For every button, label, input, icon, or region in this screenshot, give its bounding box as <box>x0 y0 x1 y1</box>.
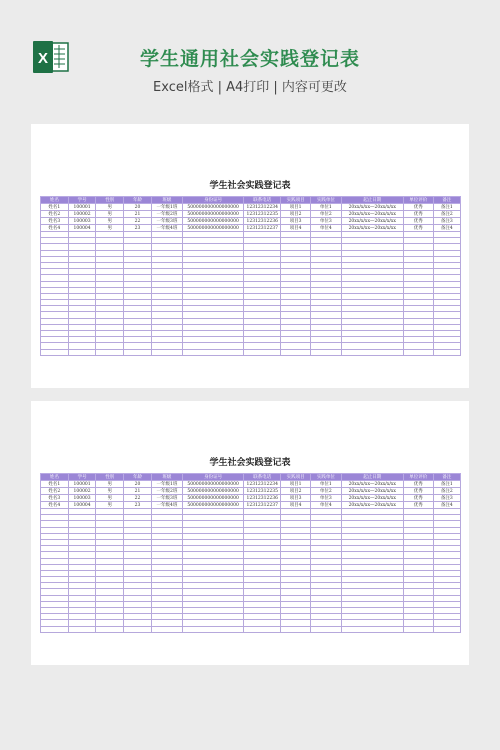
column-header: 联系电话 <box>244 197 281 204</box>
table-cell: 项目4 <box>281 225 311 232</box>
table-cell: 项目2 <box>281 488 311 495</box>
table-cell: 优秀 <box>403 211 433 218</box>
sheet-title: 学生社会实践登记表 <box>209 181 291 191</box>
table-cell: 单位1 <box>311 204 342 211</box>
register-table <box>40 473 461 633</box>
empty-cell <box>182 349 243 355</box>
table-cell: 单位3 <box>311 495 342 502</box>
column-header: 实践单位 <box>311 474 342 481</box>
sheet-title: 学生社会实践登记表 <box>209 458 291 468</box>
table-cell: 20xx/x/xx—20xx/x/xx <box>341 225 403 232</box>
empty-cell <box>124 626 152 632</box>
sheet-preview-2 <box>31 401 469 665</box>
empty-cell <box>68 349 96 355</box>
table-cell: 100003 <box>68 218 96 225</box>
empty-cell <box>68 626 96 632</box>
table-cell: 优秀 <box>403 481 433 488</box>
empty-table-row <box>41 626 461 632</box>
table-cell: 备注3 <box>433 495 460 502</box>
table-cell: 单位2 <box>311 211 342 218</box>
table-cell: 姓名1 <box>41 204 69 211</box>
table-cell: 优秀 <box>403 218 433 225</box>
table-cell: 20xx/x/xx—20xx/x/xx <box>341 211 403 218</box>
table-cell: 优秀 <box>403 488 433 495</box>
table-cell: 优秀 <box>403 225 433 232</box>
table-cell: 男 <box>96 488 124 495</box>
table-cell: 备注1 <box>433 204 460 211</box>
table-cell: 姓名2 <box>41 488 69 495</box>
column-header: 班级 <box>151 474 182 481</box>
table-cell: 姓名1 <box>41 481 69 488</box>
table-cell: 500000000000000000 <box>182 502 243 509</box>
table-cell: 500000000000000000 <box>182 211 243 218</box>
empty-cell <box>433 349 460 355</box>
table-row <box>41 218 461 225</box>
empty-cell <box>311 626 342 632</box>
table-cell: 12312312237 <box>244 502 281 509</box>
table-cell: 12312312235 <box>244 211 281 218</box>
column-header: 实践项目 <box>281 197 311 204</box>
table-row <box>41 481 461 488</box>
table-cell: 男 <box>96 502 124 509</box>
column-header: 起止日期 <box>341 197 403 204</box>
table-cell: 单位3 <box>311 218 342 225</box>
table-cell: 100001 <box>68 204 96 211</box>
empty-cell <box>41 626 69 632</box>
page-title: 学生通用社会实践登记表 <box>139 48 360 70</box>
table-row <box>41 204 461 211</box>
table-cell: 500000000000000000 <box>182 495 243 502</box>
table-cell: 22 <box>124 495 152 502</box>
table-cell: 100002 <box>68 211 96 218</box>
table-cell: 项目4 <box>281 502 311 509</box>
table-row <box>41 488 461 495</box>
empty-cell <box>182 626 243 632</box>
table-row <box>41 495 461 502</box>
table-cell: 500000000000000000 <box>182 204 243 211</box>
table-row <box>41 211 461 218</box>
table-cell: 优秀 <box>403 502 433 509</box>
table-cell: 项目2 <box>281 211 311 218</box>
column-header: 单位评价 <box>403 197 433 204</box>
table-cell: 一年级2班 <box>151 211 182 218</box>
column-header: 身份证号 <box>182 197 243 204</box>
column-header: 姓名 <box>41 197 69 204</box>
table-cell: 姓名2 <box>41 211 69 218</box>
table-cell: 12312312234 <box>244 481 281 488</box>
table-cell: 一年级2班 <box>151 488 182 495</box>
table-cell: 一年级4班 <box>151 225 182 232</box>
table-cell: 12312312236 <box>244 495 281 502</box>
table-row <box>41 502 461 509</box>
table-cell: 20xx/x/xx—20xx/x/xx <box>341 218 403 225</box>
table-cell: 20 <box>124 481 152 488</box>
table-cell: 23 <box>124 225 152 232</box>
empty-cell <box>96 626 124 632</box>
column-header: 联系电话 <box>244 474 281 481</box>
table-cell: 21 <box>124 211 152 218</box>
table-cell: 100001 <box>68 481 96 488</box>
table-cell: 100003 <box>68 495 96 502</box>
table-header-row <box>41 474 461 481</box>
table-cell: 22 <box>124 218 152 225</box>
empty-cell <box>281 349 311 355</box>
empty-table-row <box>41 349 461 355</box>
table-cell: 姓名4 <box>41 502 69 509</box>
table-header-row <box>41 197 461 204</box>
table-cell: 男 <box>96 204 124 211</box>
empty-cell <box>403 626 433 632</box>
table-cell: 备注1 <box>433 481 460 488</box>
column-header: 学号 <box>68 474 96 481</box>
table-cell: 男 <box>96 495 124 502</box>
table-cell: 项目1 <box>281 204 311 211</box>
table-cell: 优秀 <box>403 495 433 502</box>
table-cell: 一年级1班 <box>151 204 182 211</box>
column-header: 姓名 <box>41 474 69 481</box>
table-cell: 500000000000000000 <box>182 225 243 232</box>
column-header: 学号 <box>68 197 96 204</box>
column-header: 实践单位 <box>311 197 342 204</box>
table-cell: 21 <box>124 488 152 495</box>
column-header: 性别 <box>96 474 124 481</box>
table-cell: 12312312237 <box>244 225 281 232</box>
table-cell: 姓名3 <box>41 218 69 225</box>
empty-cell <box>341 626 403 632</box>
table-cell: 男 <box>96 211 124 218</box>
table-row <box>41 225 461 232</box>
page-subtitle: Excel格式 | A4打印 | 内容可更改 <box>153 80 347 95</box>
table-cell: 单位1 <box>311 481 342 488</box>
column-header: 实践项目 <box>281 474 311 481</box>
table-cell: 20xx/x/xx—20xx/x/xx <box>341 481 403 488</box>
column-header: 备注 <box>433 197 460 204</box>
register-table <box>40 196 461 356</box>
table-cell: 12312312234 <box>244 204 281 211</box>
column-header: 身份证号 <box>182 474 243 481</box>
column-header: 性别 <box>96 197 124 204</box>
table-cell: 12312312235 <box>244 488 281 495</box>
table-cell: 备注2 <box>433 211 460 218</box>
table-cell: 姓名4 <box>41 225 69 232</box>
excel-logo-letter: X <box>37 50 49 67</box>
table-cell: 一年级3班 <box>151 218 182 225</box>
table-cell: 一年级4班 <box>151 502 182 509</box>
table-cell: 项目1 <box>281 481 311 488</box>
table-cell: 单位4 <box>311 225 342 232</box>
page-header <box>0 0 500 110</box>
column-header: 起止日期 <box>341 474 403 481</box>
empty-cell <box>41 349 69 355</box>
table-cell: 20xx/x/xx—20xx/x/xx <box>341 495 403 502</box>
table-cell: 12312312236 <box>244 218 281 225</box>
table-cell: 一年级1班 <box>151 481 182 488</box>
table-cell: 男 <box>96 225 124 232</box>
table-cell: 备注3 <box>433 218 460 225</box>
table-cell: 20 <box>124 204 152 211</box>
table-cell: 500000000000000000 <box>182 218 243 225</box>
table-cell: 100002 <box>68 488 96 495</box>
table-cell: 备注2 <box>433 488 460 495</box>
table-cell: 20xx/x/xx—20xx/x/xx <box>341 488 403 495</box>
table-cell: 单位4 <box>311 502 342 509</box>
table-cell: 一年级3班 <box>151 495 182 502</box>
column-header: 备注 <box>433 474 460 481</box>
empty-cell <box>341 349 403 355</box>
sheet-preview-1 <box>31 124 469 388</box>
empty-cell <box>244 349 281 355</box>
table-cell: 优秀 <box>403 204 433 211</box>
column-header: 单位评价 <box>403 474 433 481</box>
table-cell: 备注4 <box>433 225 460 232</box>
empty-cell <box>311 349 342 355</box>
table-cell: 单位2 <box>311 488 342 495</box>
empty-cell <box>124 349 152 355</box>
column-header: 班级 <box>151 197 182 204</box>
table-cell: 100004 <box>68 225 96 232</box>
table-cell: 男 <box>96 481 124 488</box>
table-cell: 20xx/x/xx—20xx/x/xx <box>341 502 403 509</box>
empty-cell <box>403 349 433 355</box>
empty-cell <box>433 626 460 632</box>
column-header: 年龄 <box>124 474 152 481</box>
column-header: 年龄 <box>124 197 152 204</box>
empty-cell <box>96 349 124 355</box>
table-cell: 姓名3 <box>41 495 69 502</box>
table-cell: 500000000000000000 <box>182 481 243 488</box>
empty-cell <box>151 626 182 632</box>
table-cell: 备注4 <box>433 502 460 509</box>
table-cell: 100004 <box>68 502 96 509</box>
table-cell: 500000000000000000 <box>182 488 243 495</box>
table-cell: 23 <box>124 502 152 509</box>
empty-cell <box>244 626 281 632</box>
table-cell: 项目3 <box>281 495 311 502</box>
table-cell: 男 <box>96 218 124 225</box>
table-cell: 20xx/x/xx—20xx/x/xx <box>341 204 403 211</box>
empty-cell <box>281 626 311 632</box>
empty-cell <box>151 349 182 355</box>
table-cell: 项目3 <box>281 218 311 225</box>
